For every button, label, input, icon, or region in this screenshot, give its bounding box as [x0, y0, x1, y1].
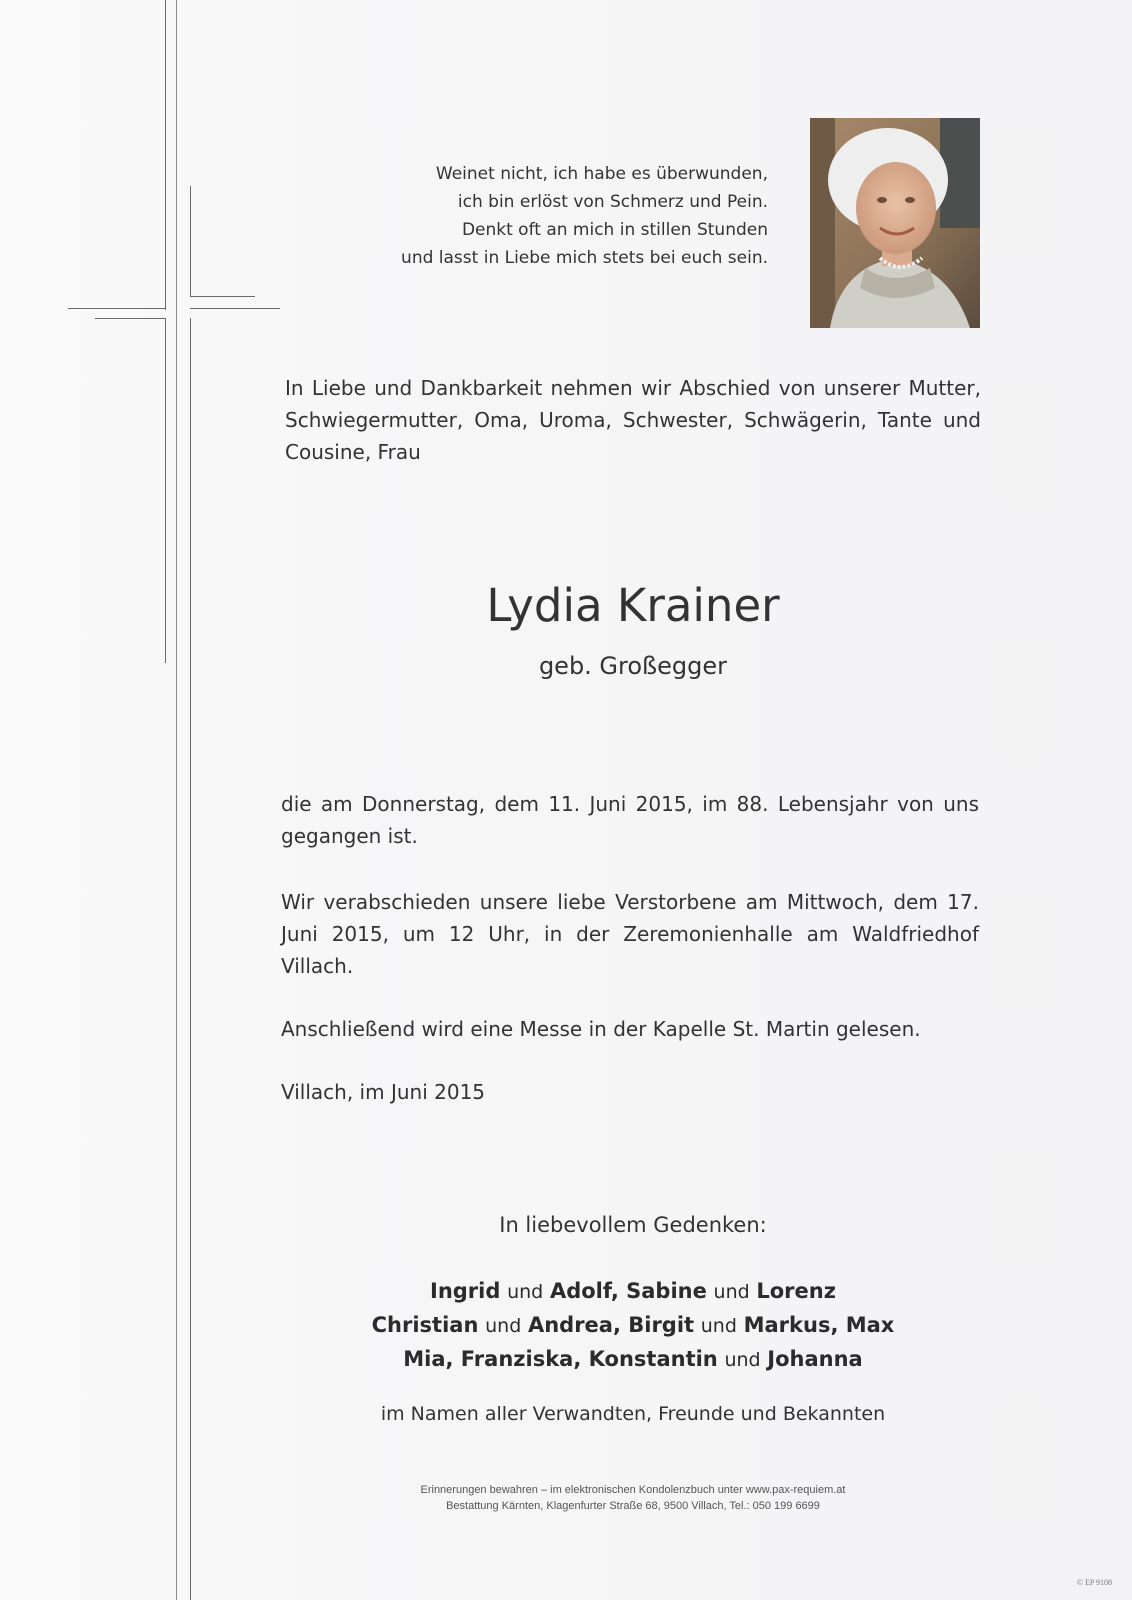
- family-name: Mia, Franziska, Konstantin: [403, 1347, 718, 1371]
- family-names: [285, 1275, 981, 1377]
- family-name: Lorenz: [756, 1279, 836, 1303]
- family-name: Ingrid: [430, 1279, 501, 1303]
- farewell-notice: Wir verabschieden unsere liebe Verstorbene am Mittwoch, dem 17. Juni 2015, um 12 Uhr, in der Zeremonienhalle am Waldfriedhof Villach.: [281, 890, 979, 978]
- poem-line: und lasst in Liebe mich stets bei euch sein.: [401, 248, 768, 268]
- family-name: Andrea, Birgit: [527, 1313, 695, 1337]
- maiden-name: geb. Großegger: [538, 652, 728, 680]
- conjunction: und: [507, 1281, 544, 1303]
- place-date: Villach, im Juni 2015: [281, 1080, 486, 1104]
- footer-condolence: Erinnerungen bewahren – im elektronischen Kondolenzbuch unter www.pax-requiem.at: [420, 1484, 846, 1496]
- family-line: [285, 1275, 981, 1309]
- print-code: © EP 9108: [1076, 1578, 1112, 1587]
- conjunction: und: [724, 1349, 761, 1371]
- poem-line: Denkt oft an mich in stillen Stunden: [461, 220, 768, 240]
- family-name: Johanna: [767, 1347, 863, 1371]
- family-name: Adolf, Sabine: [549, 1279, 707, 1303]
- poem-line: Weinet nicht, ich habe es überwunden,: [435, 164, 768, 184]
- deceased-name: Lydia Krainer: [486, 579, 780, 632]
- poem: [340, 160, 768, 272]
- relatives-line: im Namen aller Verwandten, Freunde und Bekannten: [380, 1403, 886, 1425]
- footer: [285, 1482, 981, 1514]
- poem-line: ich bin erlöst von Schmerz und Pein.: [457, 192, 768, 212]
- family-line: [285, 1309, 981, 1343]
- family-line: [285, 1343, 981, 1377]
- memory-heading: In liebevollem Gedenken:: [499, 1213, 767, 1237]
- conjunction: und: [713, 1281, 750, 1303]
- mass-notice: Anschließend wird eine Messe in der Kapelle St. Martin gelesen.: [281, 1017, 921, 1041]
- family-name: Markus, Max: [743, 1313, 895, 1337]
- family-name: Christian: [371, 1313, 479, 1337]
- conjunction: und: [485, 1315, 522, 1337]
- intro-text: In Liebe und Dankbarkeit nehmen wir Abschied von unserer Mutter, Schwiegermutter, Oma, Uroma, Schwester, Schwägerin, Tante und Cousine, Frau: [285, 376, 981, 464]
- portrait-photo: [810, 118, 980, 328]
- footer-address: Bestattung Kärnten, Klagenfurter Straße 68, 9500 Villach, Tel.: 050 199 6699: [446, 1500, 820, 1512]
- conjunction: und: [700, 1315, 737, 1337]
- death-notice: die am Donnerstag, dem 11. Juni 2015, im 88. Lebensjahr von uns gegangen ist.: [281, 792, 979, 848]
